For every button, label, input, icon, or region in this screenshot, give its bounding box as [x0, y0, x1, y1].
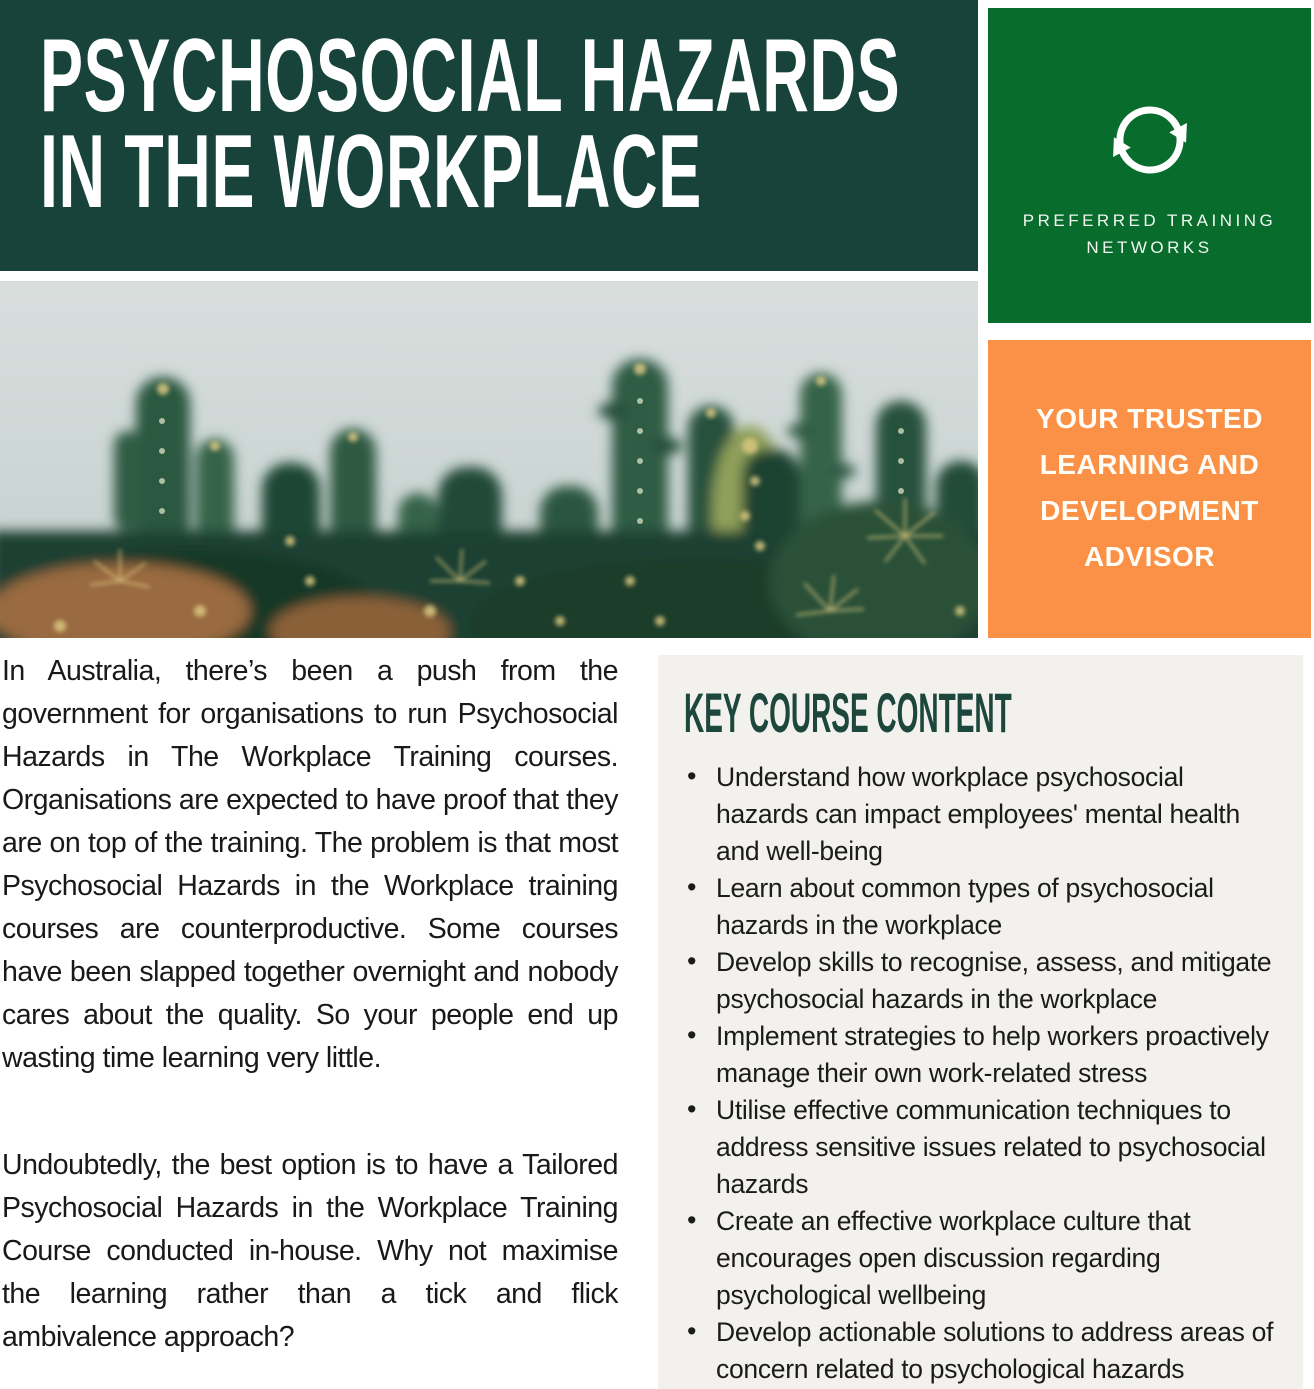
- page-title-line-2: IN THE WORKPLACE: [40, 114, 702, 230]
- list-item: • Develop actionable solutions to address areas of concern related to psychological hazards: [686, 1314, 1275, 1388]
- brand-name-line-1: PREFERRED TRAINING: [1022, 211, 1277, 230]
- course-content-list: [684, 759, 1275, 1388]
- list-item: • Utilise effective communication techniques to address sensitive issues related to psychosocial hazards: [686, 1092, 1275, 1203]
- tagline-block: [988, 340, 1311, 638]
- cycle-arrows-icon: [1098, 90, 1202, 190]
- header-banner: [0, 0, 978, 271]
- key-course-content-panel: [658, 655, 1303, 1389]
- brand-name: [988, 207, 1311, 261]
- article-paragraph-1: In Australia, there’s been a push from the government for organisations to run Psychosocial Hazards in The Workplace Training courses. Organisations are expected to have proof that they are on top of the training. The problem is that most Psychosocial Hazards in the Workplace training courses are counterproductive. Some courses have been slapped together overnight and nobody cares about the quality. So your people end up wasting time learning very little.: [2, 655, 618, 1074]
- tagline-line-2: LEARNING AND: [1039, 449, 1260, 480]
- article-body: [2, 650, 618, 1359]
- article-paragraph-2: Undoubtedly, the best option is to have a Tailored Psychosocial Hazards in the Workplace Training Course conducted in-house. Why not maximise the learning rather than a tick and flick ambivalence approach?: [2, 1149, 618, 1353]
- list-item: • Develop skills to recognise, assess, and mitigate psychosocial hazards in the workplace: [686, 944, 1275, 1018]
- list-item: • Implement strategies to help workers proactively manage their own work-related stress: [686, 1018, 1275, 1092]
- list-item: • Learn about common types of psychosocial hazards in the workplace: [686, 870, 1275, 944]
- panel-heading: KEY COURSE CONTENT: [684, 681, 1012, 744]
- list-item: • Create an effective workplace culture that encourages open discussion regarding psychological wellbeing: [686, 1203, 1275, 1314]
- list-item: • Understand how workplace psychosocial hazards can impact employees' mental health and well-being: [686, 759, 1275, 870]
- brand-name-line-2: NETWORKS: [1086, 238, 1213, 257]
- tagline-line-3: DEVELOPMENT: [1040, 495, 1259, 526]
- brand-block: [988, 8, 1311, 323]
- tagline-line-1: YOUR TRUSTED: [1036, 403, 1263, 434]
- tagline-line-4: ADVISOR: [1083, 541, 1216, 572]
- cactus-photo: [0, 281, 978, 638]
- page-title-line-1: PSYCHOSOCIAL HAZARDS: [40, 18, 901, 134]
